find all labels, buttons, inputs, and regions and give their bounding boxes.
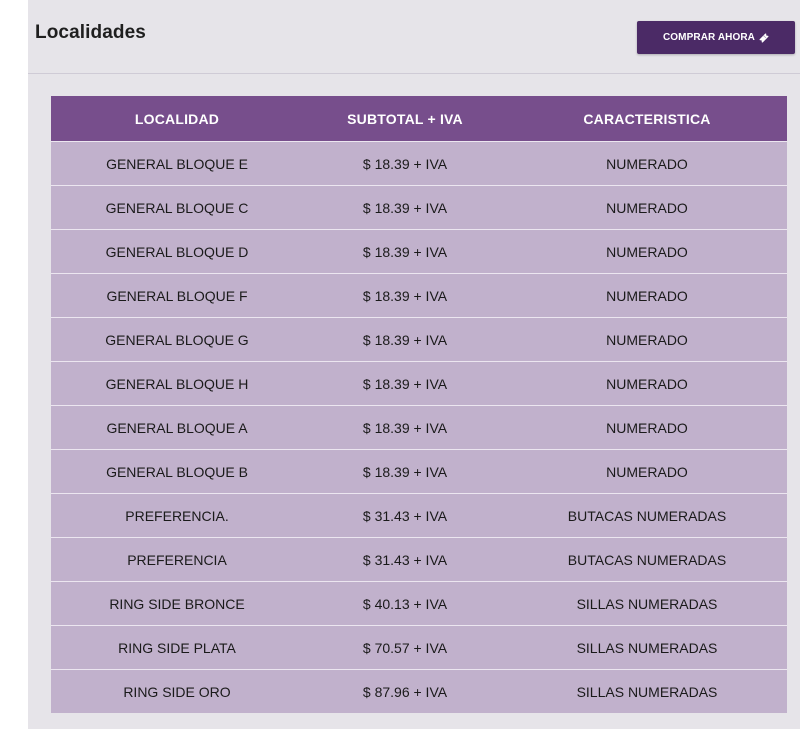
table-row [51,538,787,582]
column-header-subtotal: SUBTOTAL + IVA [303,96,507,142]
cell-caracteristica: NUMERADO [507,450,787,494]
cell-caracteristica: SILLAS NUMERADAS [507,582,787,626]
cell-subtotal: $ 18.39 + IVA [303,450,507,494]
cell-caracteristica: SILLAS NUMERADAS [507,626,787,670]
buy-now-button-label: COMPRAR AHORA [662,32,756,43]
table-row [51,626,787,670]
cell-subtotal: $ 18.39 + IVA [303,406,507,450]
cell-localidad: GENERAL BLOQUE H [51,362,303,406]
cell-subtotal: $ 87.96 + IVA [303,670,507,714]
cell-subtotal: $ 31.43 + IVA [303,494,507,538]
cell-localidad: RING SIDE PLATA [51,626,303,670]
table-row [51,582,787,626]
table-row [51,274,787,318]
cell-caracteristica: NUMERADO [507,362,787,406]
cell-localidad: GENERAL BLOQUE D [51,230,303,274]
table-body [51,142,787,714]
cell-caracteristica: NUMERADO [507,406,787,450]
cell-localidad: RING SIDE BRONCE [51,582,303,626]
cell-caracteristica: NUMERADO [507,142,787,186]
cell-caracteristica: NUMERADO [507,230,787,274]
table-row [51,450,787,494]
table-row [51,406,787,450]
cell-localidad: GENERAL BLOQUE G [51,318,303,362]
cell-caracteristica: NUMERADO [507,186,787,230]
table-row [51,494,787,538]
cell-caracteristica: BUTACAS NUMERADAS [507,538,787,582]
cell-subtotal: $ 18.39 + IVA [303,142,507,186]
cell-localidad: PREFERENCIA [51,538,303,582]
cell-subtotal: $ 18.39 + IVA [303,186,507,230]
cell-localidad: RING SIDE ORO [51,670,303,714]
table-row [51,670,787,714]
cell-subtotal: $ 31.43 + IVA [303,538,507,582]
buy-now-button[interactable] [637,21,795,54]
cell-localidad: GENERAL BLOQUE A [51,406,303,450]
cell-localidad: GENERAL BLOQUE B [51,450,303,494]
ticket-icon [759,33,769,43]
cell-subtotal: $ 18.39 + IVA [303,230,507,274]
cell-subtotal: $ 18.39 + IVA [303,318,507,362]
cell-caracteristica: BUTACAS NUMERADAS [507,494,787,538]
cell-localidad: GENERAL BLOQUE F [51,274,303,318]
cell-subtotal: $ 40.13 + IVA [303,582,507,626]
column-header-caracteristica: CARACTERISTICA [507,96,787,142]
panel-header [28,0,800,74]
table-row [51,318,787,362]
cell-subtotal: $ 18.39 + IVA [303,362,507,406]
table-row [51,186,787,230]
panel-title: Localidades [35,22,146,43]
cell-localidad: GENERAL BLOQUE E [51,142,303,186]
table-row [51,142,787,186]
cell-caracteristica: SILLAS NUMERADAS [507,670,787,714]
localidades-table [51,96,787,713]
localidades-table-wrapper [51,96,787,713]
cell-localidad: GENERAL BLOQUE C [51,186,303,230]
table-row [51,362,787,406]
table-row [51,230,787,274]
cell-subtotal: $ 18.39 + IVA [303,274,507,318]
cell-subtotal: $ 70.57 + IVA [303,626,507,670]
cell-caracteristica: NUMERADO [507,274,787,318]
cell-localidad: PREFERENCIA. [51,494,303,538]
table-header-row [51,96,787,142]
column-header-localidad: LOCALIDAD [51,96,303,142]
cell-caracteristica: NUMERADO [507,318,787,362]
table-header [51,96,787,142]
